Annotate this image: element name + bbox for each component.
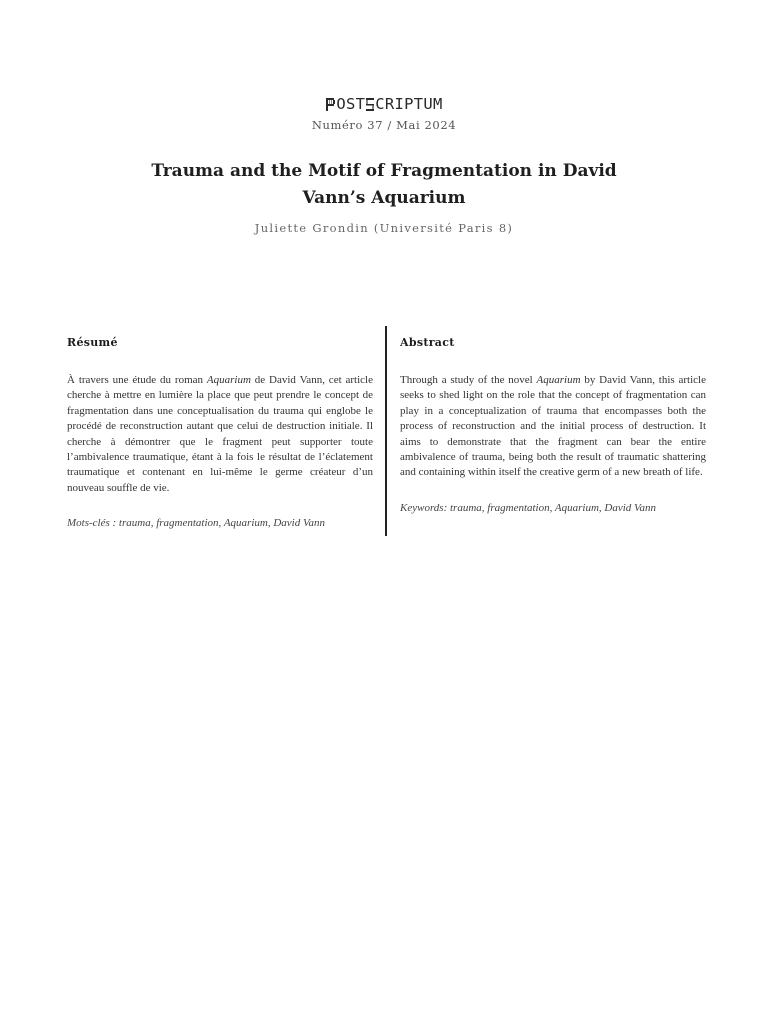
column-divider — [385, 326, 387, 536]
logo-text-ost: OST — [336, 95, 366, 113]
resume-novel-title: Aquarium — [206, 374, 251, 386]
abstract-keywords: Keywords: trauma, fragmentation, Aquarium, David Vann — [400, 501, 657, 514]
journal-logo — [325, 94, 442, 114]
resume-column — [67, 336, 373, 531]
logo-s-glyph-icon — [365, 97, 375, 112]
issue-info: Numéro 37 / Mai 2024 — [311, 117, 457, 132]
abstract-text-part-2: by David Vann, this article seeks to shed light on the role that the concept of fragmentation can play in a conceptualization of trauma that encompasses both the process of reconstruction and the initial process of destruction. It aims to demonstrate that the fragment can bear the entire ambivalence of trauma, being both the result of traumatic shattering and containing within itself the creative germ of a new breath of life. — [400, 374, 706, 479]
abstract-heading: Abstract — [400, 336, 455, 349]
resume-text — [67, 373, 373, 496]
resume-heading: Résumé — [67, 336, 118, 349]
article-author: Juliette Grondin (Université Paris 8) — [254, 221, 514, 235]
abstract-novel-title: Aquarium — [536, 374, 581, 386]
abstract-text — [400, 373, 706, 481]
resume-text-part-2: de David Vann, cet article cherche à mettre en lumière la place que peut prendre le concept de fragmentation dans une conceptualisation du trauma qui englobe le procédé de reconstruction autant que celui de destruction initiale. Il cherche à démontrer que le fragment peut supporter toute l’ambivalence traumatique, étant à la fois le résultat de l’éclatement traumatique et contenant en lui-même le germe créateur d’un nouveau souffle de vie. — [67, 374, 373, 494]
resume-keywords: Mots-clés : trauma, fragmentation, Aquarium, David Vann — [67, 517, 325, 530]
logo-text-criptum: CRIPTUM — [375, 95, 443, 113]
journal-masthead — [0, 94, 768, 132]
logo-p-glyph-icon — [325, 97, 336, 112]
resume-text-part-1: À travers une étude du roman — [67, 374, 207, 386]
abstract-column — [400, 336, 706, 516]
abstract-text-part-1: Through a study of the novel — [400, 374, 537, 386]
article-title: Trauma and the Motif of Fragmentation in David Vann’s Aquarium — [151, 161, 617, 208]
